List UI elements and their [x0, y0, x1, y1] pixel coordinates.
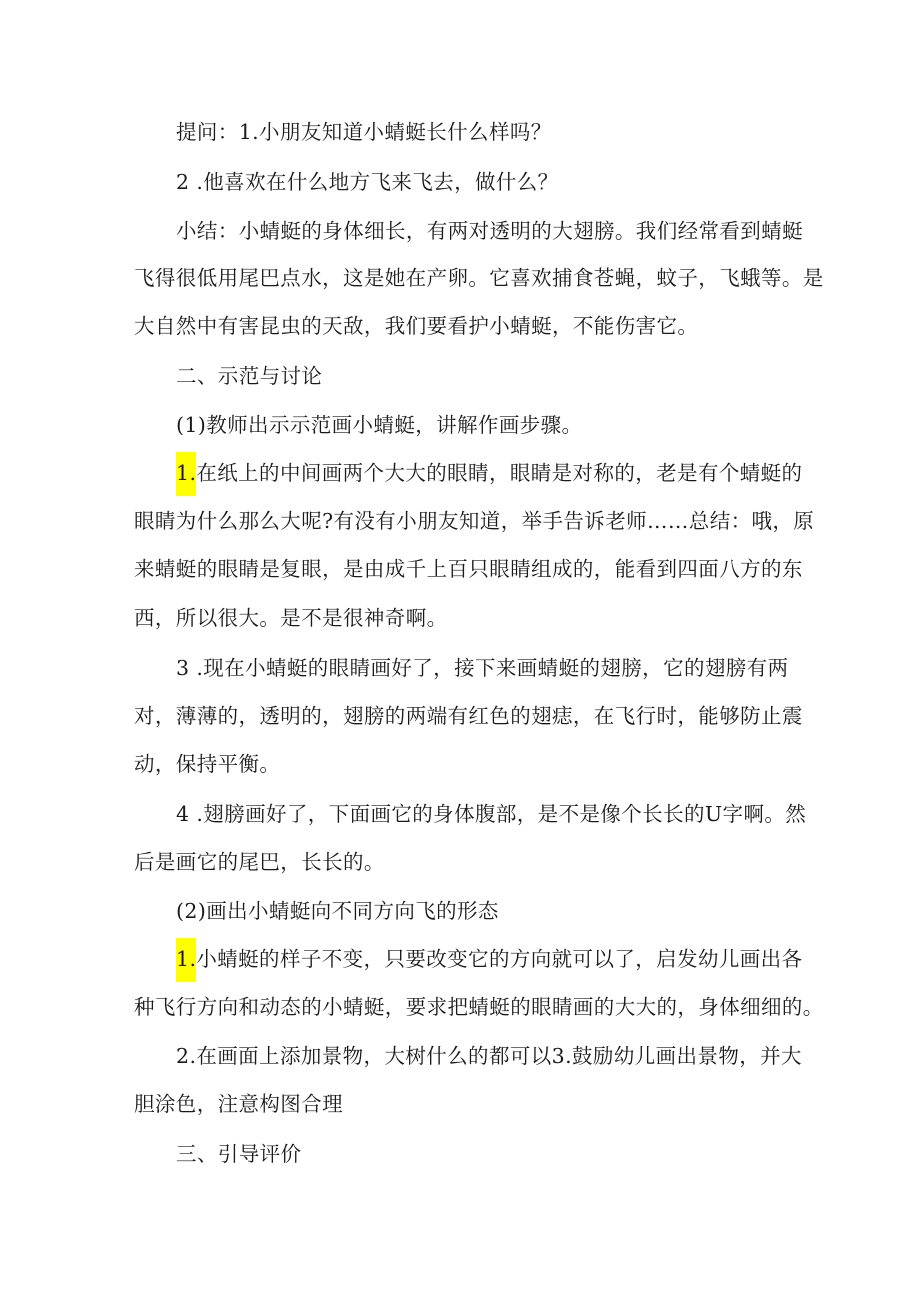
highlighted-step-number: 1. — [176, 938, 196, 982]
subsection-demo-drawing: (1)教师出示示范画小蜻蜓，讲解作画步骤。 — [176, 413, 583, 437]
step-1-line: 来蜻蜓的眼睛是复眼，是由成千上百只眼睛组成的，能看到四面八方的东 — [134, 557, 803, 581]
step-4-line: 后是画它的尾巴，长长的。 — [134, 850, 385, 874]
subsection-flying-forms: (2)画出小蜻蜓向不同方向飞的形态 — [176, 899, 499, 923]
step-3-line: 3 .现在小蜻蜓的眼睛画好了，接下来画蜻蜓的翅膀，它的翅膀有两 — [176, 656, 789, 680]
step-3-line: 对，薄薄的，透明的，翅膀的两端有红色的翅痣，在飞行时，能够防止震 — [134, 704, 803, 728]
question-2: 2 .他喜欢在什么地方飞来飞去，做什么？ — [176, 170, 559, 194]
step-2-2-line: 2.在画面上添加景物，大树什么的都可以3.鼓励幼儿画出景物，并大 — [176, 1044, 802, 1068]
question-1: 提问：1.小朋友知道小蜻蜓长什么样吗？ — [176, 120, 552, 144]
step-1-first-line — [176, 458, 802, 488]
step-1-line: 眼睛为什么那么大呢?有没有小朋友知道，举手告诉老师……总结：哦，原 — [134, 509, 815, 533]
summary-line: 飞得很低用尾巴点水，这是她在产卵。它喜欢捕食苍蝇，蚊子，飞蛾等。是 — [134, 266, 824, 290]
step-4-line: 4 .翅膀画好了，下面画它的身体腹部，是不是像个长长的U字啊。然 — [176, 802, 807, 826]
highlighted-step-number: 1. — [176, 452, 196, 496]
step-3-line: 动，保持平衡。 — [134, 752, 281, 776]
step-2-2-line: 胆涂色，注意构图合理 — [134, 1092, 343, 1116]
section-heading-evaluation: 三、引导评价 — [176, 1142, 302, 1166]
step-2-1-text: 小蜻蜓的样子不变，只要改变它的方向就可以了，启发幼儿画出各 — [196, 947, 803, 971]
step-1-line: 西，所以很大。是不是很神奇啊。 — [134, 606, 448, 630]
summary-line: 小结：小蜻蜓的身体细长，有两对透明的大翅膀。我们经常看到蜻蜓 — [176, 219, 803, 243]
step-2-1-first-line — [176, 944, 802, 974]
step-2-1-line: 种飞行方向和动态的小蜻蜓，要求把蜻蜓的眼睛画的大大的，身体细细的。 — [134, 995, 824, 1019]
summary-line: 大自然中有害昆虫的天敌，我们要看护小蜻蜓，不能伤害它。 — [134, 314, 699, 338]
section-heading-demo: 二、示范与讨论 — [176, 364, 323, 388]
step-1-text: 在纸上的中间画两个大大的眼睛，眼睛是对称的，老是有个蜻蜓的 — [196, 461, 803, 485]
